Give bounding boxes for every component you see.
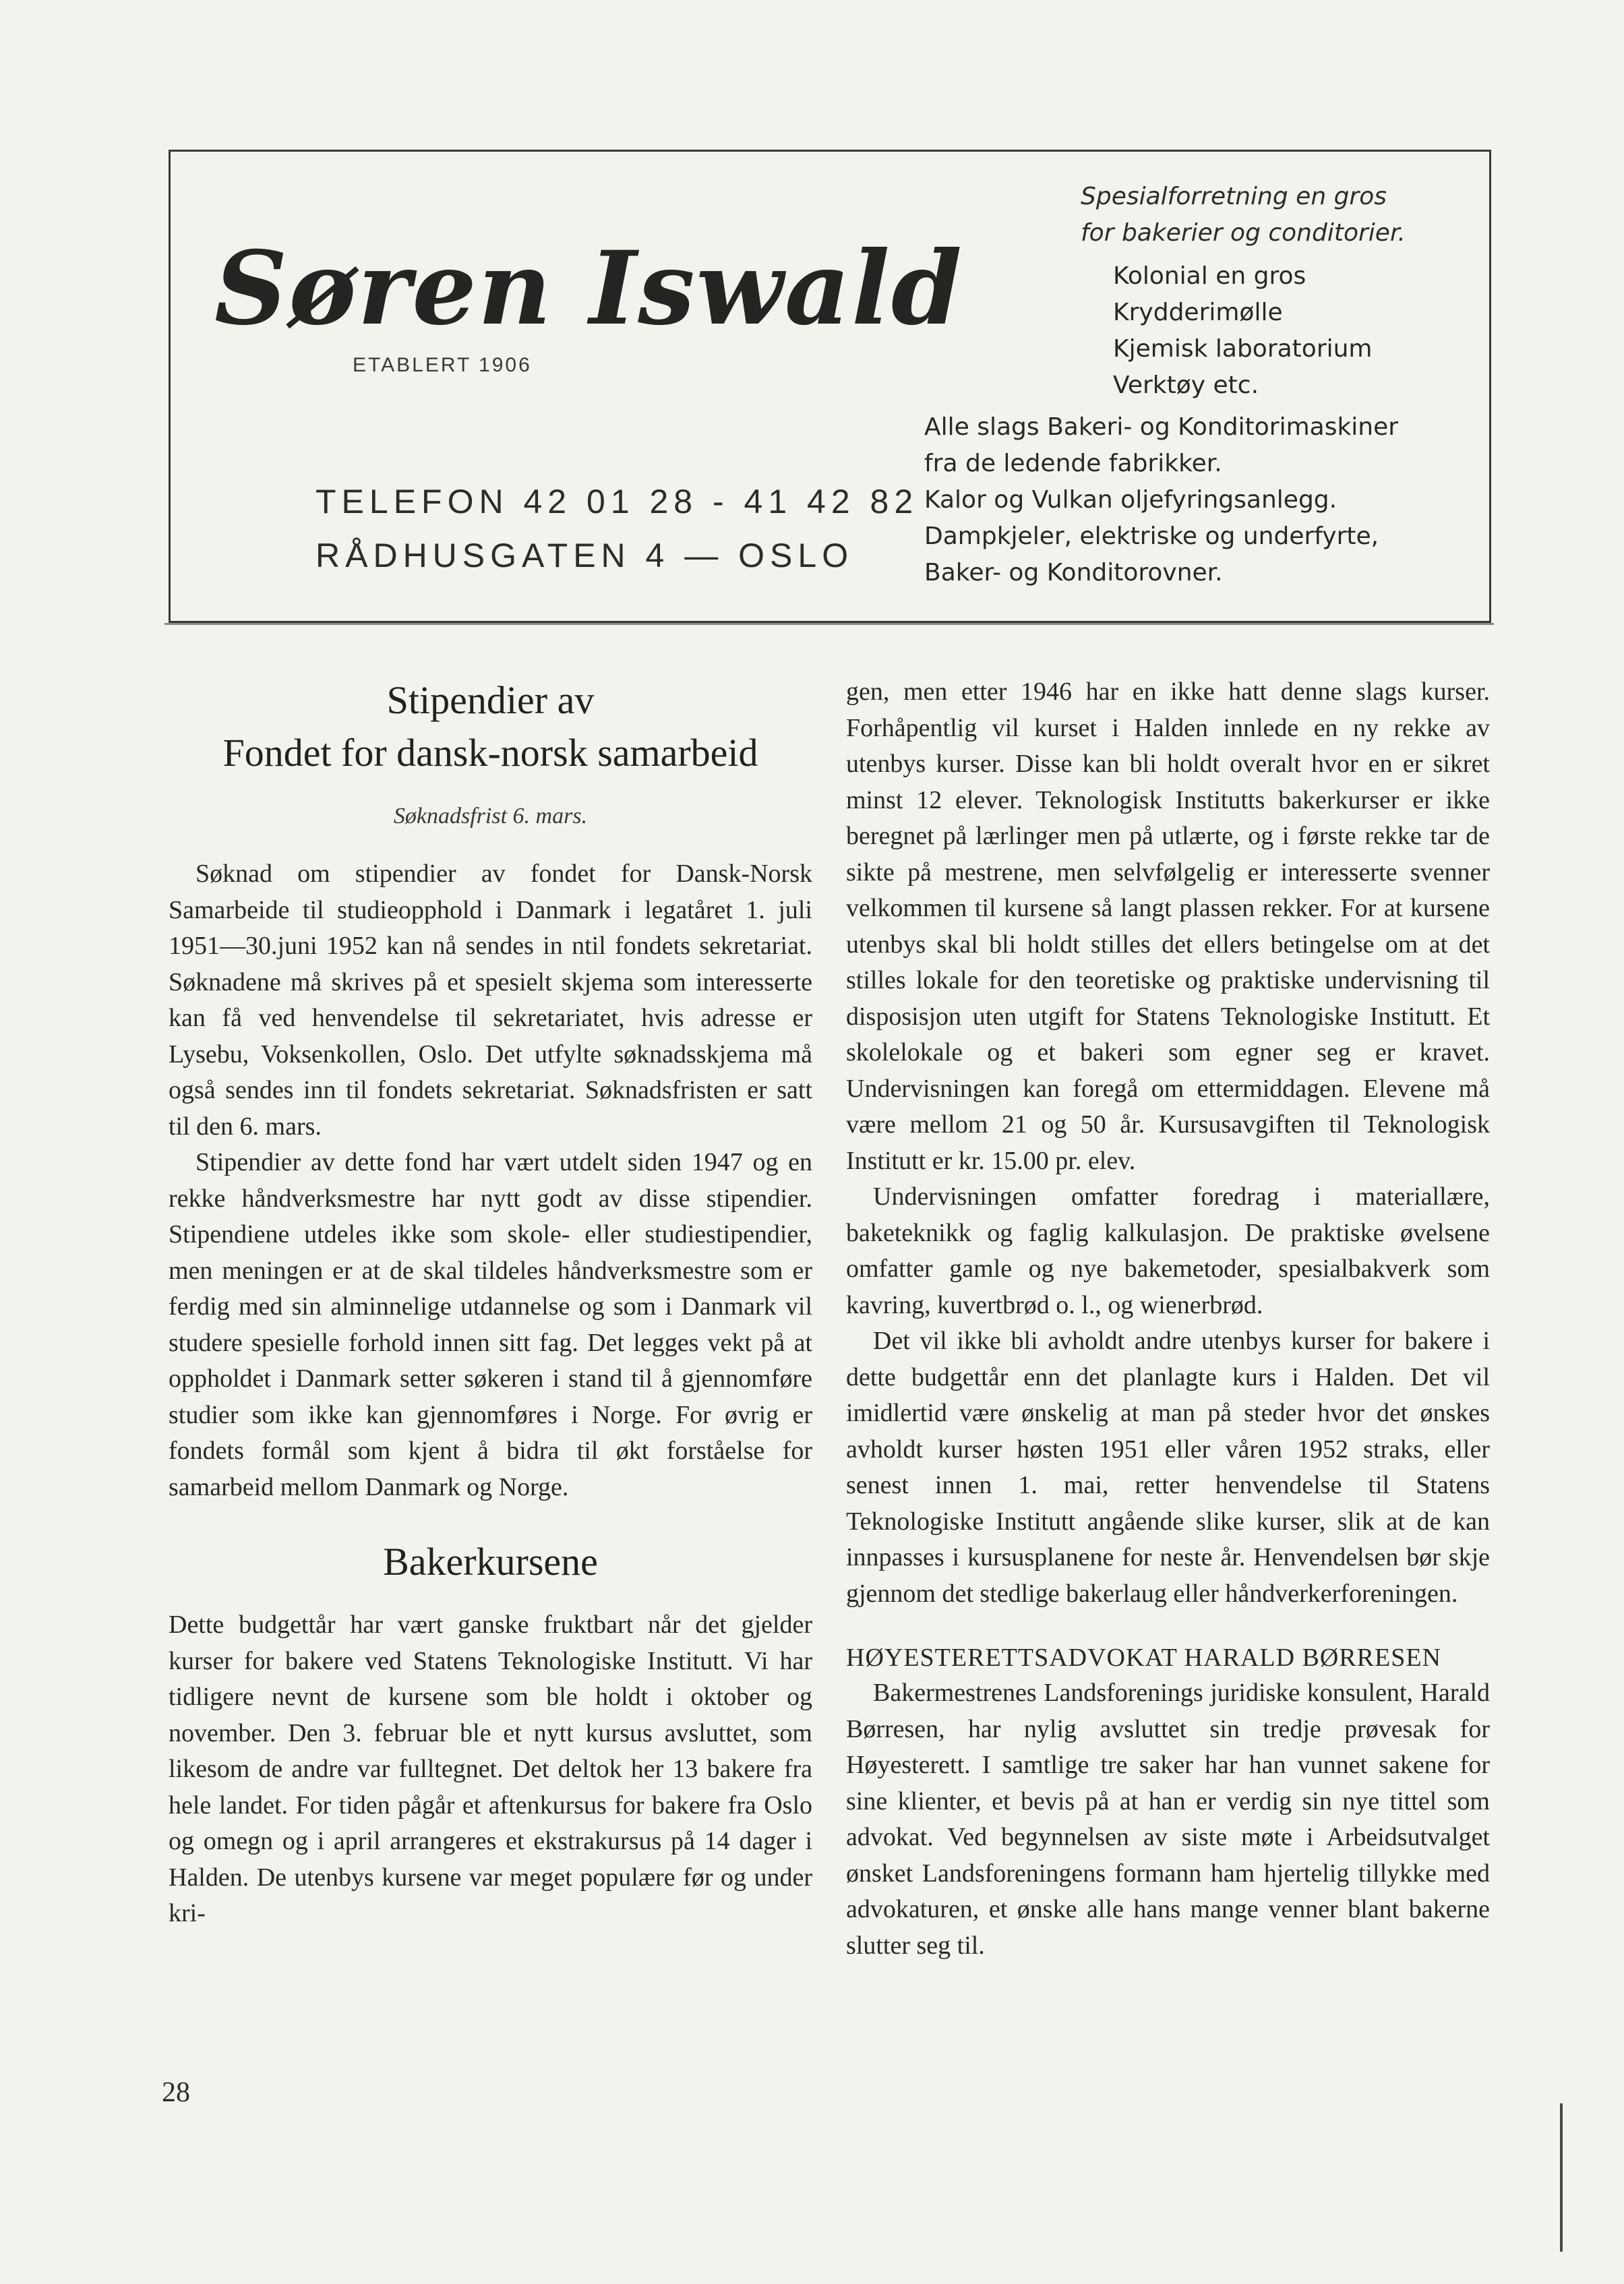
address: RÅDHUSGATEN 4 — OSLO <box>315 537 854 574</box>
product-line: Kjemisk laboratorium <box>1113 335 1373 363</box>
right-column <box>846 674 1490 1964</box>
specialty-text <box>1081 179 1477 251</box>
equipment-line: Baker- og Konditorovner. <box>924 559 1223 587</box>
section-title: Bakerkursene <box>383 1540 598 1584</box>
equipment-line: Dampkjeler, elektriske og underfyrte, <box>924 522 1379 550</box>
product-line: Krydderimølle <box>1113 299 1283 326</box>
paragraph: Søknad om stipendier av fondet for Dansk-Norsk Samarbeide til studieopphold i Danmark i legatåret 1. juli 1951—30.juni 1952 kan nå sendes in ntil fondets sekretariat. Søknadene må skrives på et spesielt skjema som interesserte kan få ved henvendelse til sekretariatet, hvis adresse er Lysebu, Voksenkollen, Oslo. Det utfylte søknadsskjema må også sendes inn til fondets sekretariat. Søknadsfristen er satt til den 6. mars. <box>169 860 812 1141</box>
ad-underline <box>164 623 1494 625</box>
paragraph: Bakermestrenes Landsforenings juridiske konsulent, Harald Børresen, har nylig avsluttet sin tredje prøvesak for Høyesterett. I samtlige tre saker har han vunnet sakene for sine klienter, et bevis på at han er verdig sin nye tittel som advokat. Ved begynnelsen av siste møte i Arbeidsutvalget ønsket Landsforeningens formann ham hjertelig tillykke med advokaturen, et ønske alle hans mange venner blant bakerne slutter seg til. <box>846 1679 1490 1960</box>
lawyer-heading: HØYESTERETTSADVOKAT HARALD BØRRESEN <box>846 1644 1441 1672</box>
heading-line: Stipendier av <box>386 678 595 722</box>
left-column <box>169 674 812 1932</box>
established-text: ETABLERT 1906 <box>353 354 532 376</box>
equipment-list <box>924 409 1477 591</box>
specialty-line: Spesialforretning en gros <box>1081 183 1387 210</box>
phone-number: TELEFON 42 01 28 - 41 42 82 <box>315 483 919 520</box>
equipment-line: fra de ledende fabrikker. <box>924 450 1222 477</box>
paragraph: gen, men etter 1946 har en ikke hatt denne slags kurser. Forhåpentlig vil kurset i Halden innlede en ny rekke av utenbys kurser. Disse kan bli holdt overalt hvor en er sikret minst 12 elever. Teknologisk Institutts bakerkurser er ikke beregnet på lærlinger men på utlærte, og i første rekke tar de sikte på mestrene, men selvfølgelig er interesserte svenner velkommen til kursene så langt plassen rekker. For at kursene utenbys skal bli holdt stilles det ellers betingelse om at det stilles lokale for den teoretiske og praktiske undervisning til disposisjon uten utgift for Statens Teknologiske Institutt. Et skolelokale og et bakeri som egner seg er kravet. Undervisningen kan foregå om ettermiddagen. Elevene må være mellom 21 og 50 år. Kursusavgiften til Teknologisk Institutt er kr. 15.00 pr. elev. <box>846 678 1490 1175</box>
product-list <box>1113 258 1477 404</box>
advertisement-box <box>169 150 1491 623</box>
article-heading <box>169 674 812 779</box>
application-deadline: Søknadsfrist 6. mars. <box>393 804 588 829</box>
product-line: Kolonial en gros <box>1113 262 1306 290</box>
paragraph: Stipendier av dette fond har vært utdelt siden 1947 og en rekke håndverksmestre har nytt godt av disse stipendier. Stipendiene utdeles ikke som skole- eller studiestipendier, men meningen er at de skal tildeles håndverksmestre som er ferdig med sin alminnelige utdannelse og som i Danmark vil studere spesielle forhold innen sitt fag. Det legges vekt på at oppholdet i Danmark setter søkeren i stand til å gjennomføre studier som ikke kan gjennomføres i Norge. For øvrig er fondets formål som kjent å bidra til økt forståelse for samarbeid mellom Danmark og Norge. <box>169 1148 812 1501</box>
equipment-line: Kalor og Vulkan oljefyringsanlegg. <box>924 486 1337 514</box>
heading-line: Fondet for dansk-norsk samarbeid <box>222 731 758 775</box>
paragraph: Dette budgettår har vært ganske fruktbart når det gjelder kurser for bakere ved Statens Teknologiske Institutt. Vi har tidligere nevnt de kursene som ble holdt i oktober og november. Den 3. februar ble et nytt kursus avsluttet, som likesom de andre var fulltegnet. Det deltok her 13 bakere fra hele landet. For tiden pågår et aftenkursus for bakere fra Oslo og omegn og i april arrangeres et ekstrakursus på 14 dager i Halden. De utenbys kursene var meget populære før og under kri- <box>169 1611 812 1927</box>
paragraph: Det vil ikke bli avholdt andre utenbys kurser for bakere i dette budgettår enn det planlagte kurs i Halden. Det vil imidlertid være ønskelig at man på steder hvor det ønskes avholdt kurser høsten 1951 eller våren 1952 straks, eller senest innen 1. mai, retter henvendelse til Statens Teknologiske Institutt angående slike kurser, slik at de kan innpasses i kursusplanene for neste år. Henvendelsen bør skje gjennom det stedlige bakerlaug eller håndverkerforeningen. <box>846 1327 1490 1608</box>
page-number: 28 <box>162 2077 190 2108</box>
equipment-line: Alle slags Bakeri- og Konditorimaskiner <box>924 413 1399 441</box>
ad-description <box>924 179 1477 591</box>
brand-name: Søren Iswald <box>214 229 963 348</box>
specialty-line: for bakerier og conditorier. <box>1081 219 1406 247</box>
product-line: Verktøy etc. <box>1113 371 1259 399</box>
scan-edge-mark <box>1560 2103 1563 2252</box>
paragraph: Undervisningen omfatter foredrag i materiallære, baketeknikk og faglig kalkulasjon. De praktiske øvelsene omfatter gamle og nye bakemetoder, spesialbakverk som kavring, kuvertbrød o. l., og wienerbrød. <box>846 1182 1490 1319</box>
